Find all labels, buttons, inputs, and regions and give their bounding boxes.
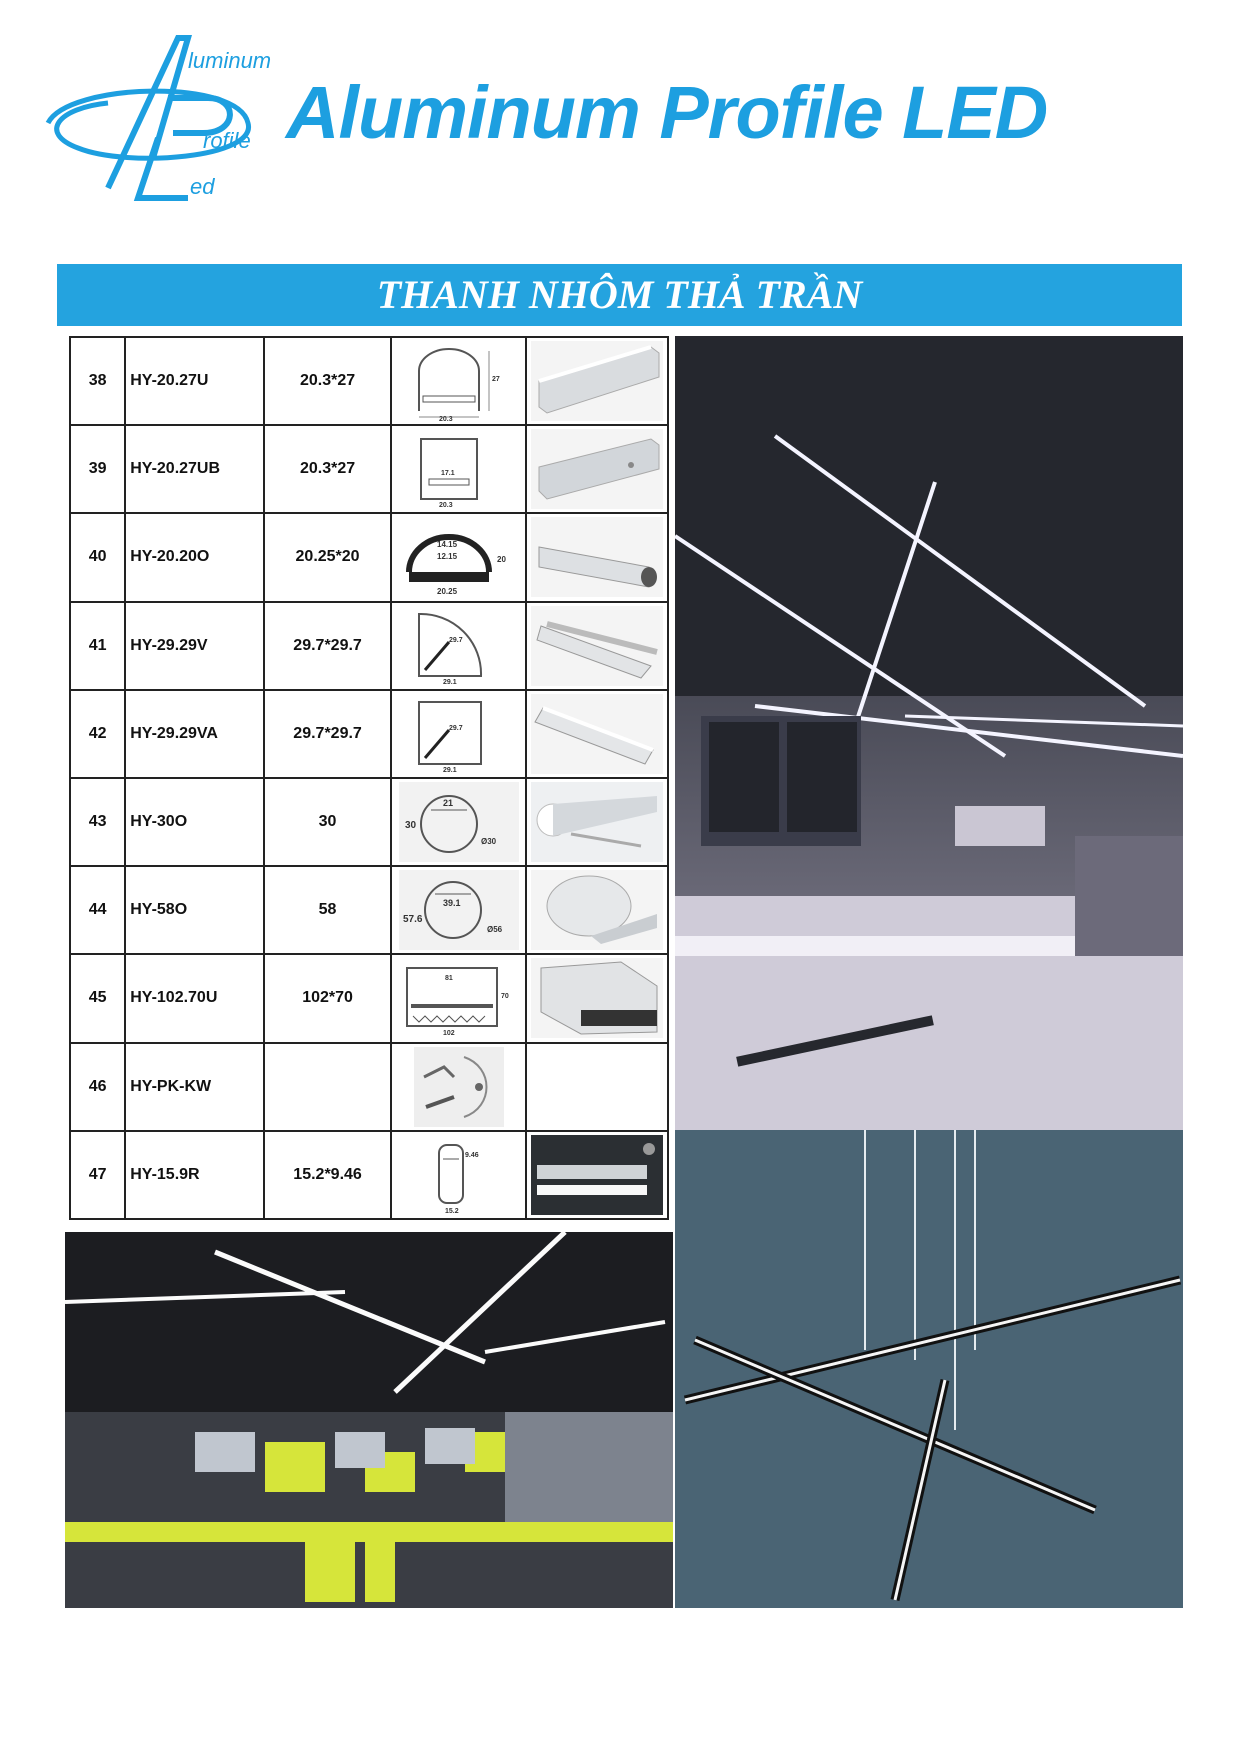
- product-photo: [526, 954, 668, 1042]
- drawing-label: 15.2: [444, 1207, 459, 1215]
- drawing-label: 17.1: [440, 470, 455, 478]
- drawing-label: 102: [442, 1030, 455, 1038]
- product-dimension: 102*70: [264, 954, 392, 1042]
- product-dimension: 15.2*9.46: [264, 1131, 392, 1219]
- profile-drawing: [391, 1131, 526, 1219]
- product-dimension: 20.3*27: [264, 425, 392, 513]
- profile-drawing: [391, 425, 526, 513]
- table-row: [70, 602, 668, 690]
- product-number: 46: [70, 1043, 125, 1131]
- pendant-light-photo-bottom-right: [675, 1130, 1183, 1608]
- drawing-label: 29.1: [442, 766, 457, 774]
- drawing-label: 70: [500, 993, 509, 1001]
- product-dimension: 29.7*29.7: [264, 690, 392, 778]
- drawing-label: 20.3: [438, 416, 453, 422]
- product-photo-empty: [526, 1043, 668, 1131]
- accessory-photo: [391, 1043, 526, 1131]
- drawing-label: 57.6: [402, 914, 423, 926]
- product-number: 39: [70, 425, 125, 513]
- product-code: HY-58O: [125, 866, 263, 954]
- product-code: HY-29.29VA: [125, 690, 263, 778]
- profile-drawing: [391, 337, 526, 425]
- product-photo: [526, 690, 668, 778]
- profile-drawing: [391, 954, 526, 1042]
- product-code: HY-15.9R: [125, 1131, 263, 1219]
- drawing-label: 21: [442, 798, 453, 809]
- product-dimension: [264, 1043, 392, 1131]
- product-code: HY-20.27UB: [125, 425, 263, 513]
- product-photo: [526, 866, 668, 954]
- table-row: [70, 1043, 668, 1131]
- logo-text-luminum: luminum: [188, 48, 272, 73]
- drawing-label: 20.25: [436, 587, 457, 597]
- profile-drawing: [391, 602, 526, 690]
- table-row: [70, 337, 668, 425]
- brand-logo: [38, 28, 288, 208]
- product-code: HY-20.20O: [125, 513, 263, 601]
- section-banner: THANH NHÔM THẢ TRẦN: [57, 264, 1182, 326]
- drawing-label: Ø30: [480, 837, 496, 847]
- drawing-label: 27: [491, 376, 500, 384]
- product-table: [69, 336, 669, 1220]
- table-row: [70, 866, 668, 954]
- product-code: HY-30O: [125, 778, 263, 866]
- product-code: HY-PK-KW: [125, 1043, 263, 1131]
- profile-drawing: [391, 778, 526, 866]
- table-row: [70, 1131, 668, 1219]
- product-number: 45: [70, 954, 125, 1042]
- product-dimension: 29.7*29.7: [264, 602, 392, 690]
- drawing-label: 81: [444, 975, 453, 983]
- product-dimension: 20.25*20: [264, 513, 392, 601]
- drawing-label: 29.7: [448, 636, 463, 644]
- product-photo: [526, 425, 668, 513]
- product-number: 43: [70, 778, 125, 866]
- drawing-label: 39.1: [442, 898, 461, 909]
- table-row: [70, 954, 668, 1042]
- profile-drawing: [391, 690, 526, 778]
- interior-photo-top-right: [675, 336, 1183, 1130]
- product-code: HY-20.27U: [125, 337, 263, 425]
- office-photo-bottom-left: [65, 1232, 673, 1608]
- drawing-label: 20: [496, 555, 506, 565]
- product-code: HY-29.29V: [125, 602, 263, 690]
- logo-text-ed: ed: [190, 174, 215, 199]
- brand-title: Aluminum Profile LED: [286, 71, 1048, 154]
- product-code: HY-102.70U: [125, 954, 263, 1042]
- product-photo: [526, 337, 668, 425]
- drawing-label: 12.15: [436, 552, 457, 562]
- product-number: 44: [70, 866, 125, 954]
- logo-text-rofile: rofile: [203, 128, 251, 153]
- product-dimension: 20.3*27: [264, 337, 392, 425]
- product-number: 47: [70, 1131, 125, 1219]
- product-number: 40: [70, 513, 125, 601]
- table-row: [70, 690, 668, 778]
- drawing-label: 20.3: [438, 502, 453, 510]
- profile-drawing: [391, 513, 526, 601]
- product-dimension: 58: [264, 866, 392, 954]
- product-photo: [526, 1131, 668, 1219]
- drawing-label: 14.15: [436, 540, 457, 550]
- drawing-label: 29.1: [442, 678, 457, 686]
- drawing-label: Ø56: [486, 925, 502, 935]
- product-photo: [526, 513, 668, 601]
- product-photo: [526, 602, 668, 690]
- drawing-label: 9.46: [464, 1151, 479, 1159]
- table-row: [70, 513, 668, 601]
- profile-drawing: [391, 866, 526, 954]
- product-number: 41: [70, 602, 125, 690]
- table-row: [70, 425, 668, 513]
- product-dimension: 30: [264, 778, 392, 866]
- table-row: [70, 778, 668, 866]
- product-photo: [526, 778, 668, 866]
- product-number: 42: [70, 690, 125, 778]
- drawing-label: 29.7: [448, 724, 463, 732]
- product-number: 38: [70, 337, 125, 425]
- drawing-label: 30: [404, 820, 416, 832]
